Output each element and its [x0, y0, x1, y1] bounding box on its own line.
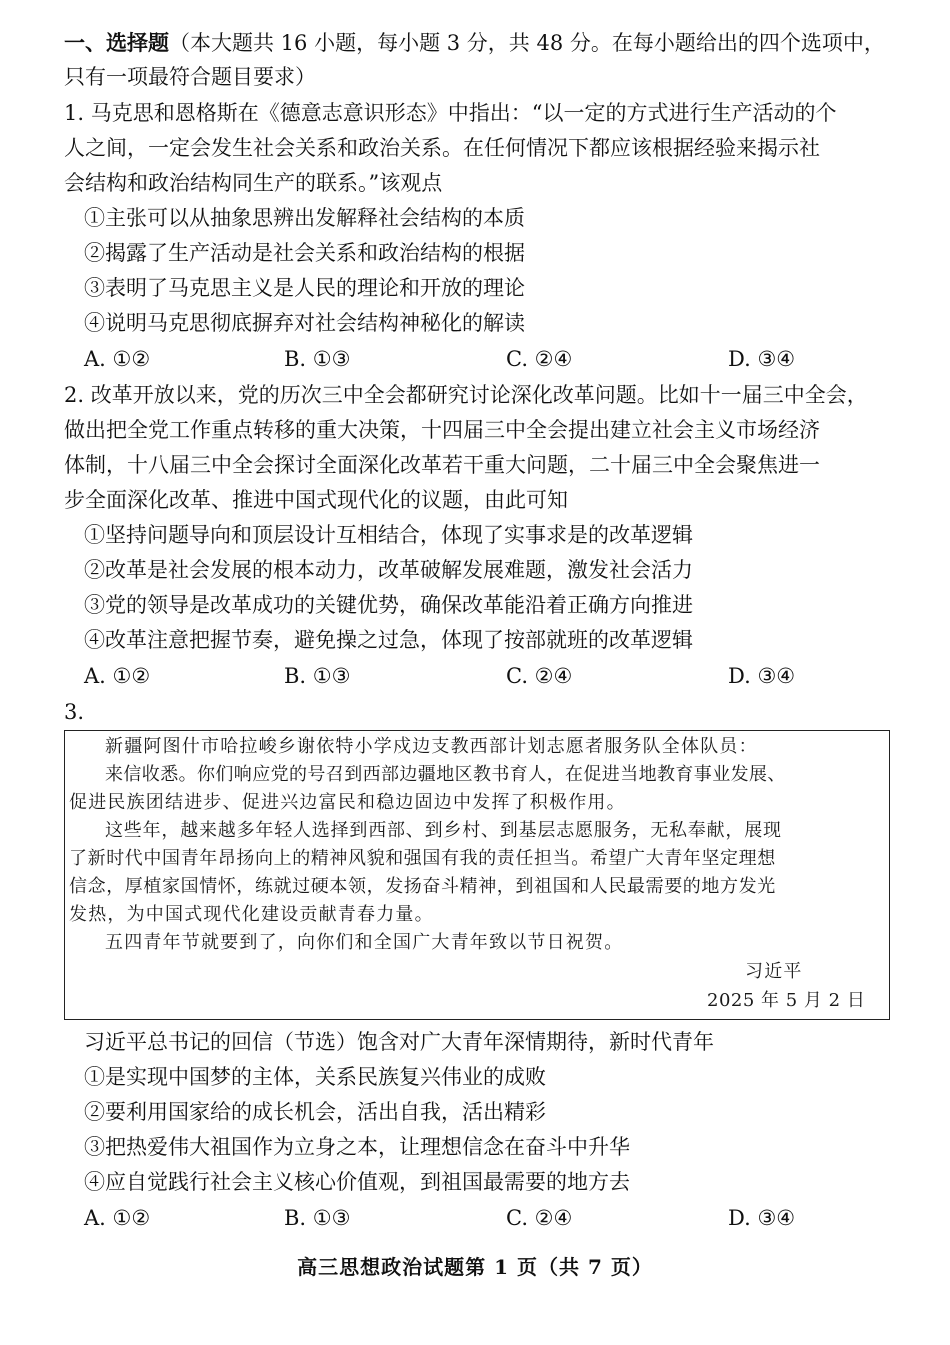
letter-line: 了新时代中国青年昂扬向上的精神风貌和强国有我的责任担当。希望广大青年坚定理想	[69, 848, 776, 869]
section-description-line2: 只有一项最符合题目要求）	[64, 65, 316, 89]
q3-choice-d[interactable]: D. ③④	[728, 1206, 796, 1230]
q1-choices	[84, 342, 884, 376]
q2-choice-a[interactable]: A. ①②	[84, 664, 151, 688]
q3-choice-c[interactable]: C. ②④	[506, 1206, 573, 1230]
q3-statement-2: ②要利用国家给的成长机会，活出自我，活出精彩	[84, 1100, 546, 1124]
q1-choice-d[interactable]: D. ③④	[728, 347, 796, 371]
q3-statement-1: ①是实现中国梦的主体，关系民族复兴伟业的成败	[84, 1065, 546, 1089]
section-header-line1	[64, 26, 894, 60]
q2-choice-d[interactable]: D. ③④	[728, 664, 796, 688]
q3-statement-4: ④应自觉践行社会主义核心价值观，到祖国最需要的地方去	[84, 1170, 630, 1194]
letter-line: 五四青年节就要到了，向你们和全国广大青年致以节日祝贺。	[105, 932, 624, 953]
q1-statement-2: ②揭露了生产活动是社会关系和政治结构的根据	[84, 241, 525, 265]
q3-stem-line: 习近平总书记的回信（节选）饱含对广大青年深情期待，新时代青年	[84, 1030, 714, 1054]
q1-stem-line: 会结构和政治结构同生产的联系。”该观点	[64, 171, 443, 195]
letter-line: 来信收悉。你们响应党的号召到西部边疆地区教书育人，在促进当地教育事业发展、	[105, 764, 786, 785]
letter-signature: 习近平	[745, 961, 803, 982]
q2-choices	[84, 659, 884, 693]
q2-stem-line: 步全面深化改革、推进中国式现代化的议题，由此可知	[64, 488, 568, 512]
letter-date: 2025 年 5 月 2 日	[707, 990, 866, 1011]
q1-statement-3: ③表明了马克思主义是人民的理论和开放的理论	[84, 276, 525, 300]
letter-excerpt-box	[64, 730, 890, 1020]
q2-choice-b[interactable]: B. ①③	[284, 664, 351, 688]
q1-statement-1: ①主张可以从抽象思辨出发解释社会结构的本质	[84, 206, 525, 230]
letter-line: 信念，厚植家国情怀，练就过硬本领，发扬奋斗精神，到祖国和人民最需要的地方发光	[69, 876, 776, 897]
letter-line: 促进民族团结进步、促进兴边富民和稳边固边中发挥了积极作用。	[69, 792, 626, 813]
page-footer: 高三思想政治试题第 1 页（共 7 页）	[297, 1255, 653, 1279]
q1-choice-a[interactable]: A. ①②	[84, 347, 151, 371]
section-description: （本大题共 16 小题，每小题 3 分，共 48 分。在每小题给出的四个选项中，	[169, 31, 885, 55]
q2-stem-line: 2. 改革开放以来，党的历次三中全会都研究讨论深化改革问题。比如十一届三中全会，	[64, 383, 868, 407]
section-title: 一、选择题	[64, 30, 169, 55]
q1-statement-4: ④说明马克思彻底摒弃对社会结构神秘化的解读	[84, 311, 525, 335]
q1-choice-c[interactable]: C. ②④	[506, 347, 573, 371]
q3-choice-a[interactable]: A. ①②	[84, 1206, 151, 1230]
letter-salutation: 新疆阿图什市哈拉峻乡谢依特小学戍边支教西部计划志愿者服务队全体队员：	[105, 736, 758, 757]
q3-choices	[84, 1201, 884, 1235]
q2-choice-c[interactable]: C. ②④	[506, 664, 573, 688]
q2-stem-line: 做出把全党工作重点转移的重大决策，十四届三中全会提出建立社会主义市场经济	[64, 418, 820, 442]
q3-choice-b[interactable]: B. ①③	[284, 1206, 351, 1230]
letter-line: 发热，为中国式现代化建设贡献青春力量。	[69, 904, 434, 925]
q3-number: 3.	[64, 700, 85, 724]
q2-statement-1: ①坚持问题导向和顶层设计互相结合，体现了实事求是的改革逻辑	[84, 523, 693, 547]
q2-statement-3: ③党的领导是改革成功的关键优势，确保改革能沿着正确方向推进	[84, 593, 693, 617]
q1-stem-line: 1. 马克思和恩格斯在《德意志意识形态》中指出：“以一定的方式进行生产活动的个	[64, 101, 837, 125]
q1-stem-line: 人之间，一定会发生社会关系和政治关系。在任何情况下都应该根据经验来揭示社	[64, 136, 820, 160]
q2-statement-4: ④改革注意把握节奏，避免操之过急，体现了按部就班的改革逻辑	[84, 628, 693, 652]
q1-choice-b[interactable]: B. ①③	[284, 347, 351, 371]
q2-statement-2: ②改革是社会发展的根本动力，改革破解发展难题，激发社会活力	[84, 558, 693, 582]
q2-stem-line: 体制，十八届三中全会探讨全面深化改革若干重大问题，二十届三中全会聚焦进一	[64, 453, 820, 477]
letter-line: 这些年，越来越多年轻人选择到西部、到乡村、到基层志愿服务，无私奉献，展现	[105, 820, 782, 841]
q3-statement-3: ③把热爱伟大祖国作为立身之本，让理想信念在奋斗中升华	[84, 1135, 630, 1159]
